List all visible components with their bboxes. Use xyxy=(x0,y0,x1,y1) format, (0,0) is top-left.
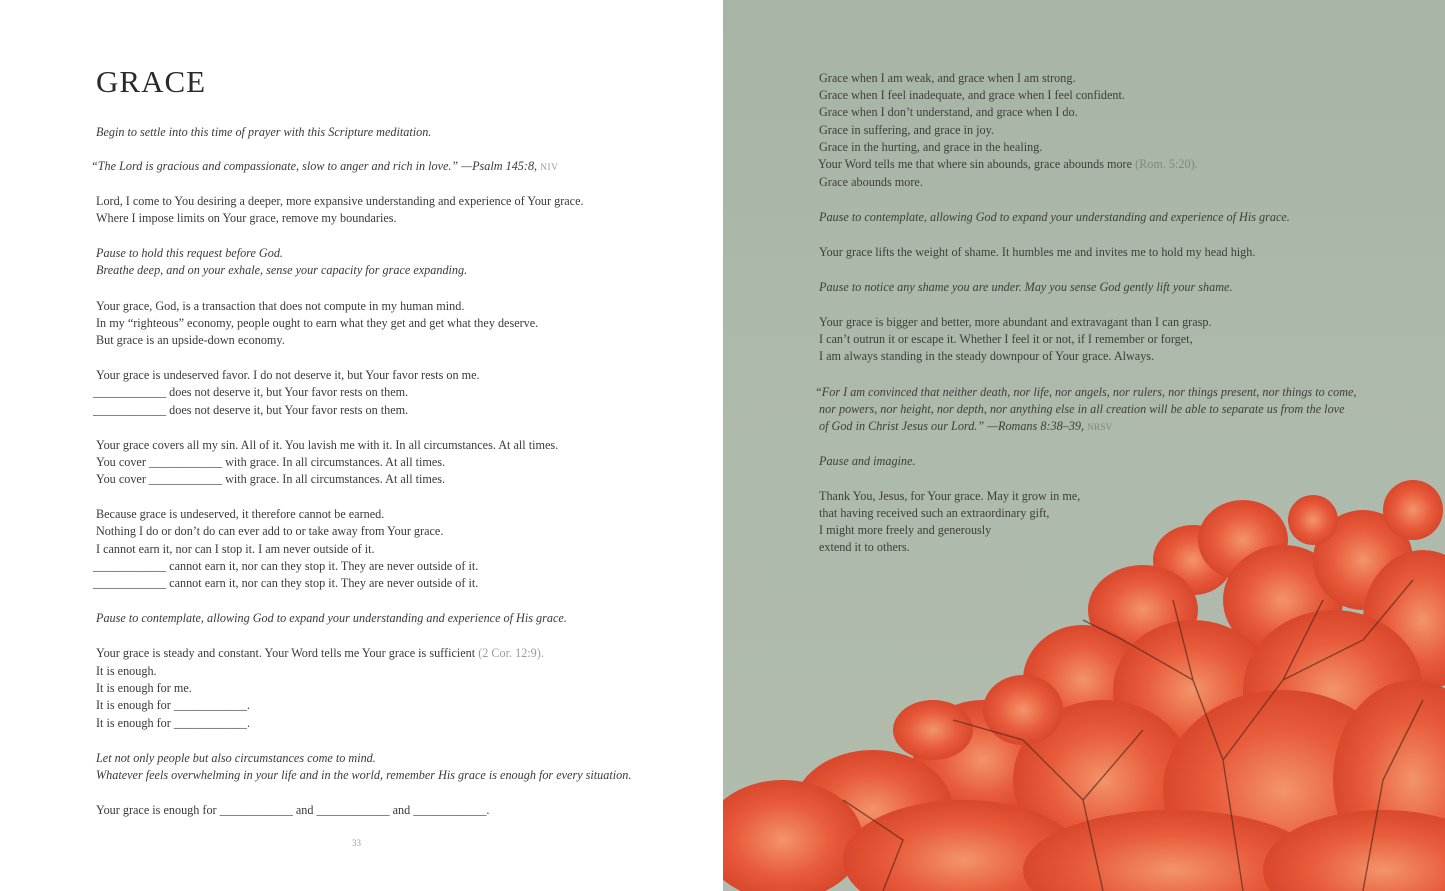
prayer-line: It is enough. xyxy=(96,664,157,678)
prayer-line: Your grace, God, is a transaction that does not compute in my human mind. xyxy=(96,299,465,313)
closing-prayer-line: I might more freely and generously xyxy=(819,523,992,537)
verse-psalm-quote: “The Lord is gracious and compassionate, slow to anger and rich in love.” —Psalm 145:8, xyxy=(91,159,538,173)
pause-line: Let not only people but also circumstances come to mind. xyxy=(96,751,376,765)
fill-in-line: ____________ does not deserve it, but Your favor rests on them. xyxy=(93,403,409,417)
closing-prayer-line: extend it to others. xyxy=(819,540,910,554)
fill-in-line: It is enough for ____________. xyxy=(96,698,251,712)
scripture-reference: (Rom. 5:20). xyxy=(1135,157,1198,171)
verse-romans: “For I am convinced that neither death, nor life, nor angels, nor rulers, nor things present, nor things to come, xyxy=(815,385,1357,399)
fill-in-line: ____________ does not deserve it, but Your favor rests on them. xyxy=(93,385,409,399)
verse-psalm xyxy=(91,158,559,177)
prayer-line: I can’t outrun it or escape it. Whether I feel it or not, if I remember or forget, xyxy=(819,332,1193,346)
prayer-line: Your grace covers all my sin. All of it. You lavish me with it. In all circumstances. At all times. xyxy=(96,438,559,452)
grace-line: Grace when I am weak, and grace when I am strong. xyxy=(819,71,1076,85)
prayer-line: Nothing I do or don’t do can ever add to or take away from Your grace. xyxy=(96,524,444,538)
right-page xyxy=(723,0,1445,891)
verse-romans xyxy=(819,418,1112,437)
verse-psalm-version: NIV xyxy=(540,163,559,173)
fill-in-line: You cover ____________ with grace. In all circumstances. At all times. xyxy=(96,455,446,469)
word-text: Your Word tells me that where sin abounds, grace abounds more xyxy=(818,157,1133,171)
fill-in-line: ____________ cannot earn it, nor can they stop it. They are never outside of it. xyxy=(93,559,479,573)
intro-text: Begin to settle into this time of prayer with this Scripture meditation. xyxy=(96,125,432,139)
pause-line: Pause to contemplate, allowing God to expand your understanding and experience of His grace. xyxy=(819,210,1290,224)
prayer-line: Where I impose limits on Your grace, remove my boundaries. xyxy=(96,211,397,225)
pause-line: Whatever feels overwhelming in your life and in the world, remember His grace is enough for every situation. xyxy=(96,768,632,782)
sufficient-text: Your grace is steady and constant. Your Word tells me Your grace is sufficient xyxy=(96,646,476,660)
pause-line: Pause and imagine. xyxy=(819,454,916,468)
closing-prayer-line: that having received such an extraordinary gift, xyxy=(819,506,1050,520)
prayer-line: I cannot earn it, nor can I stop it. I am never outside of it. xyxy=(96,542,375,556)
pause-line: Pause to hold this request before God. xyxy=(96,246,283,260)
prayer-line: Your grace is undeserved favor. I do not deserve it, but Your favor rests on me. xyxy=(96,368,480,382)
prayer-line xyxy=(96,645,544,662)
verse-romans-text: of God in Christ Jesus our Lord.” —Romans 8:38–39, xyxy=(819,419,1084,433)
scripture-reference: (2 Cor. 12:9). xyxy=(478,646,544,660)
pause-line: Pause to contemplate, allowing God to expand your understanding and experience of His grace. xyxy=(96,611,567,625)
prayer-line: It is enough for me. xyxy=(96,681,192,695)
grace-line: Grace when I don’t understand, and grace when I do. xyxy=(819,105,1078,119)
fill-in-line: You cover ____________ with grace. In all circumstances. At all times. xyxy=(96,472,446,486)
prayer-line: Your grace is bigger and better, more abundant and extravagant than I can grasp. xyxy=(819,315,1212,329)
verse-romans-version: NRSV xyxy=(1087,423,1113,433)
grace-line xyxy=(818,156,1198,173)
grace-line: Grace in the hurting, and grace in the healing. xyxy=(819,140,1043,154)
fill-in-line: It is enough for ____________. xyxy=(96,716,251,730)
grace-line: Grace abounds more. xyxy=(819,175,923,189)
verse-romans: nor powers, nor height, nor depth, nor anything else in all creation will be able to separate us from the love xyxy=(819,402,1345,416)
prayer-line: Your grace lifts the weight of shame. It humbles me and invites me to hold my head high. xyxy=(819,245,1256,259)
prayer-line: Because grace is undeserved, it therefore cannot be earned. xyxy=(96,507,385,521)
pause-line: Pause to notice any shame you are under. May you sense God gently lift your shame. xyxy=(819,280,1233,294)
prayer-line: But grace is an upside-down economy. xyxy=(96,333,285,347)
closing-prayer-line: Thank You, Jesus, for Your grace. May it grow in me, xyxy=(819,489,1081,503)
prayer-line: In my “righteous” economy, people ought to earn what they get and get what they deserve. xyxy=(96,316,539,330)
prayer-line: Lord, I come to You desiring a deeper, more expansive understanding and experience of Your grace. xyxy=(96,194,584,208)
prayer-line: I am always standing in the steady downpour of Your grace. Always. xyxy=(819,349,1155,363)
grace-line: Grace when I feel inadequate, and grace when I feel confident. xyxy=(819,88,1125,102)
grace-line: Grace in suffering, and grace in joy. xyxy=(819,123,994,137)
fill-in-line: Your grace is enough for ____________ and ____________ and ____________. xyxy=(96,803,490,817)
page-title: GRACE xyxy=(96,64,207,99)
pause-line: Breathe deep, and on your exhale, sense your capacity for grace expanding. xyxy=(96,263,468,277)
fill-in-line: ____________ cannot earn it, nor can they stop it. They are never outside of it. xyxy=(93,576,479,590)
page-number: 33 xyxy=(352,838,361,848)
